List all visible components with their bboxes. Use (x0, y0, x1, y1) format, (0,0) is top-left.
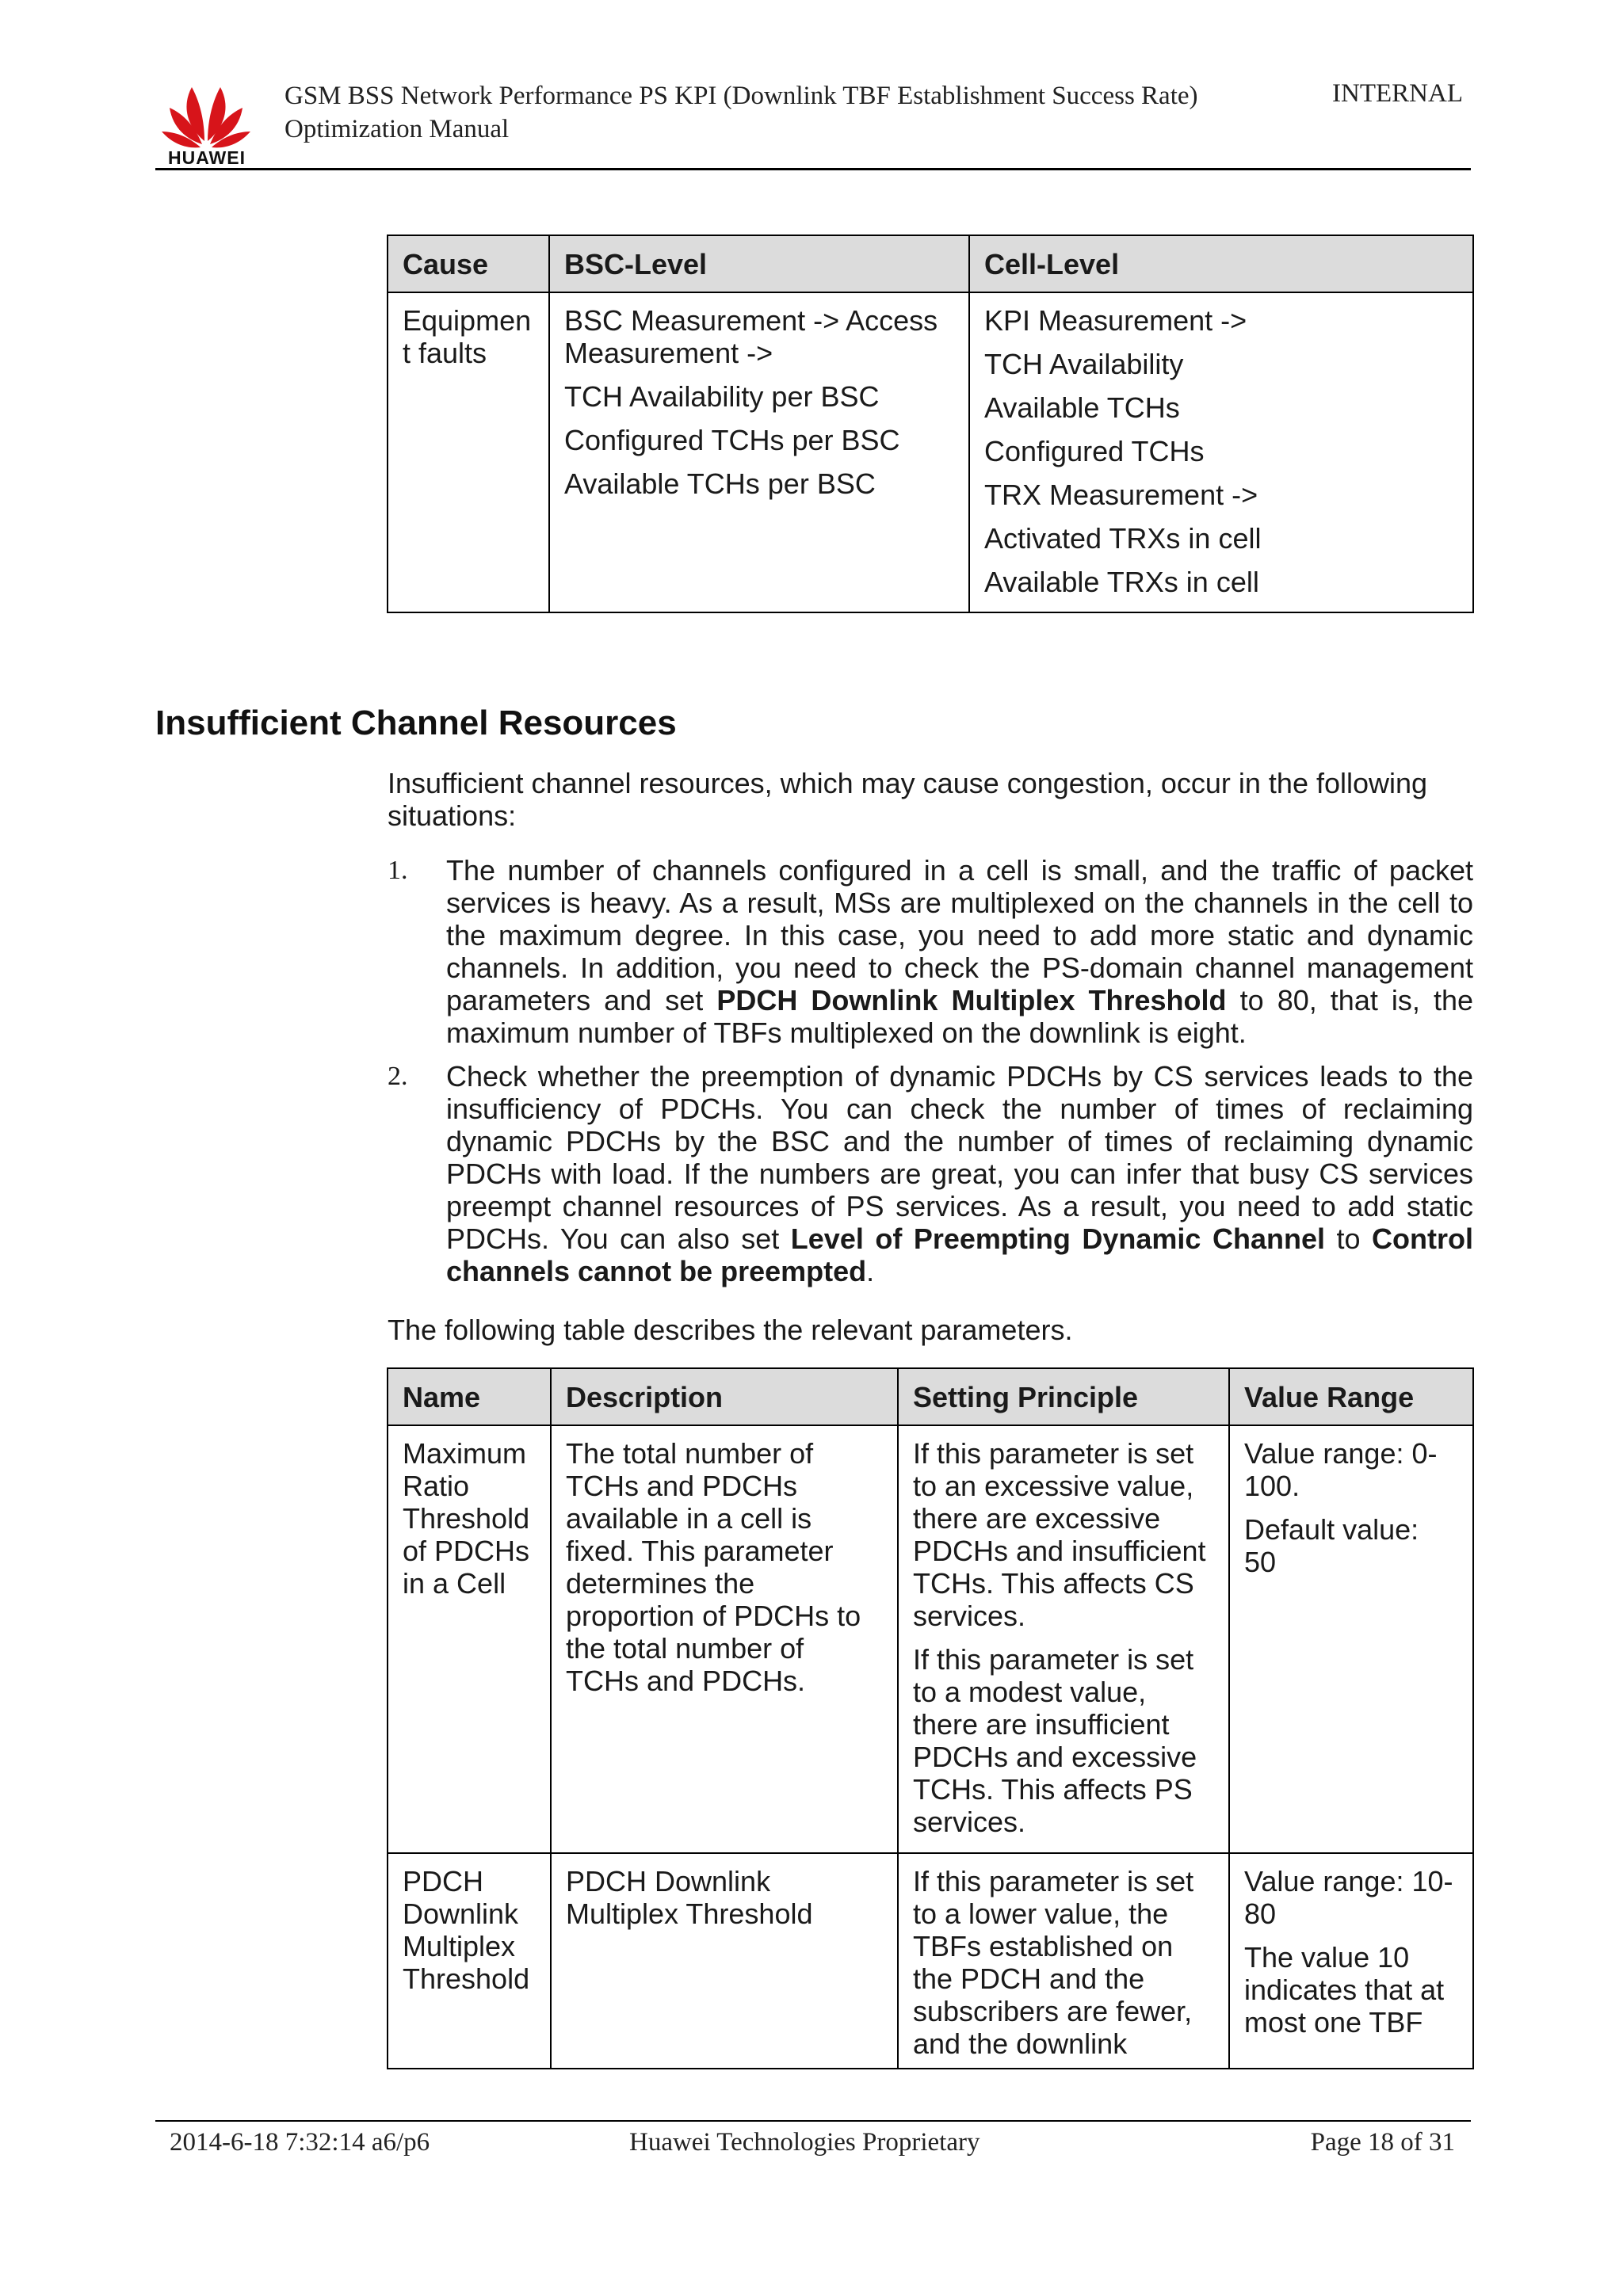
bsc-line: Available TCHs per BSC (564, 467, 876, 500)
param-description-cell: The total number of TCHs and PDCHs available in a cell is fixed. This parameter determines the proportion of PDCHs to the total number of TCHs and PDCHs. (551, 1425, 898, 1853)
list-item (388, 1060, 1473, 1287)
param-value: Control channels cannot be preempted (446, 1222, 1474, 1287)
principle-para: If this parameter is set to a lower value, the TBFs established on the PDCH and the subscribers are fewer, and the downlink (913, 1865, 1194, 2060)
principle-para: If this parameter is set to a modest value, there are insufficient PDCHs and excessive TCHs. This affects PS services. (913, 1643, 1197, 1838)
bsc-line: TCH Availability per BSC (564, 380, 880, 413)
list-item (388, 854, 1473, 1049)
cause-cell: Equipmen t faults (388, 292, 549, 612)
cell-line: TRX Measurement -> (984, 479, 1258, 511)
list-text: to 80, that is, the maximum number of TBFs multiplexed on the downlink is eight. (446, 984, 1474, 1049)
range-para: Value range: 0-100. (1244, 1437, 1438, 1502)
document-title-line2: Optimization Manual (285, 115, 510, 143)
range-para: The value 10 indicates that at most one TBF (1244, 1941, 1445, 2039)
list-text: Check whether the preemption of dynamic PDCHs by CS services leads to the insufficiency of PDCHs. You can check the number of times of reclaiming dynamic PDCHs by the BSC and the number of times of reclaiming dynamic PDCHs with load. If the numbers are great, you can infer that busy CS services preempt channel resources of PS services. As a result, you need to add static PDCHs. You can also set (446, 1060, 1473, 1255)
bsc-line: BSC Measurement -> Access Measurement -> (564, 304, 938, 369)
bsc-line: Configured TCHs per BSC (564, 424, 900, 456)
bsc-level-cell (549, 292, 969, 612)
param-name: PDCH Downlink Multiplex Threshold (716, 984, 1227, 1016)
document-title-line1: GSM BSS Network Performance PS KPI (Downlink TBF Establishment Success Rate) (285, 82, 1198, 110)
col-header-description: Description (551, 1368, 898, 1425)
cell-line: KPI Measurement -> (984, 304, 1247, 337)
cell-line: Available TCHs (984, 391, 1180, 424)
footer-proprietary: Huawei Technologies Proprietary (629, 2128, 980, 2157)
intro-paragraph: Insufficient channel resources, which may cause congestion, occur in the following situations: (388, 767, 1428, 832)
param-name-cell: PDCH Downlink Multiplex Threshold (388, 1853, 551, 2069)
list-text: The number of channels configured in a cell is small, and the traffic of packet services is heavy. As a result, MSs are multiplexed on the channels in the cell to the maximum degree. In this case, you need to add more static and dynamic channels. In addition, you need to check the PS-domain channel management parameters and set (446, 854, 1473, 1016)
list-number: 1. (388, 856, 408, 885)
cause-table (387, 235, 1474, 613)
list-number: 2. (388, 1062, 408, 1091)
col-header-setting-principle: Setting Principle (898, 1368, 1229, 1425)
footer-page-number: Page 18 of 31 (1310, 2128, 1455, 2157)
param-range-cell (1229, 1425, 1473, 1853)
cell-line: Activated TRXs in cell (984, 522, 1262, 555)
col-header-cause: Cause (388, 235, 549, 292)
table-row (388, 1425, 1473, 1853)
col-header-bsc-level: BSC-Level (549, 235, 969, 292)
situations-list (388, 854, 1473, 1299)
document-title (285, 79, 1198, 146)
table-row (388, 292, 1473, 612)
list-text: to (1324, 1222, 1373, 1255)
classification-label: INTERNAL (1332, 79, 1463, 108)
list-text: . (866, 1255, 875, 1287)
param-range-cell (1229, 1853, 1473, 2069)
cell-level-cell (969, 292, 1473, 612)
footer-timestamp: 2014-6-18 7:32:14 a6/p6 (170, 2128, 430, 2157)
table-row (388, 1853, 1473, 2069)
range-para: Default value: 50 (1244, 1513, 1419, 1578)
col-header-cell-level: Cell-Level (969, 235, 1473, 292)
parameters-table (387, 1367, 1474, 2069)
cell-line: TCH Availability (984, 348, 1184, 380)
col-header-name: Name (388, 1368, 551, 1425)
param-name: Level of Preempting Dynamic Channel (790, 1222, 1325, 1255)
logo-wordmark: HUAWEI (168, 147, 246, 168)
param-principle-cell (898, 1853, 1229, 2069)
cell-line: Available TRXs in cell (984, 566, 1259, 598)
col-header-value-range: Value Range (1229, 1368, 1473, 1425)
table-header-row (388, 235, 1473, 292)
cell-line: Configured TCHs (984, 435, 1205, 467)
section-heading: Insufficient Channel Resources (155, 704, 677, 742)
param-name-cell: Maximum Ratio Threshold of PDCHs in a Cell (388, 1425, 551, 1853)
header-rule (155, 168, 1471, 170)
table-intro-paragraph: The following table describes the relevant parameters. (388, 1314, 1073, 1346)
param-description-cell: PDCH Downlink Multiplex Threshold (551, 1853, 898, 2069)
range-para: Value range: 10-80 (1244, 1865, 1453, 1930)
footer-rule (155, 2120, 1471, 2122)
principle-para: If this parameter is set to an excessive value, there are excessive PDCHs and insufficient TCHs. This affects CS services. (913, 1437, 1206, 1632)
param-principle-cell (898, 1425, 1229, 1853)
table-header-row (388, 1368, 1473, 1425)
